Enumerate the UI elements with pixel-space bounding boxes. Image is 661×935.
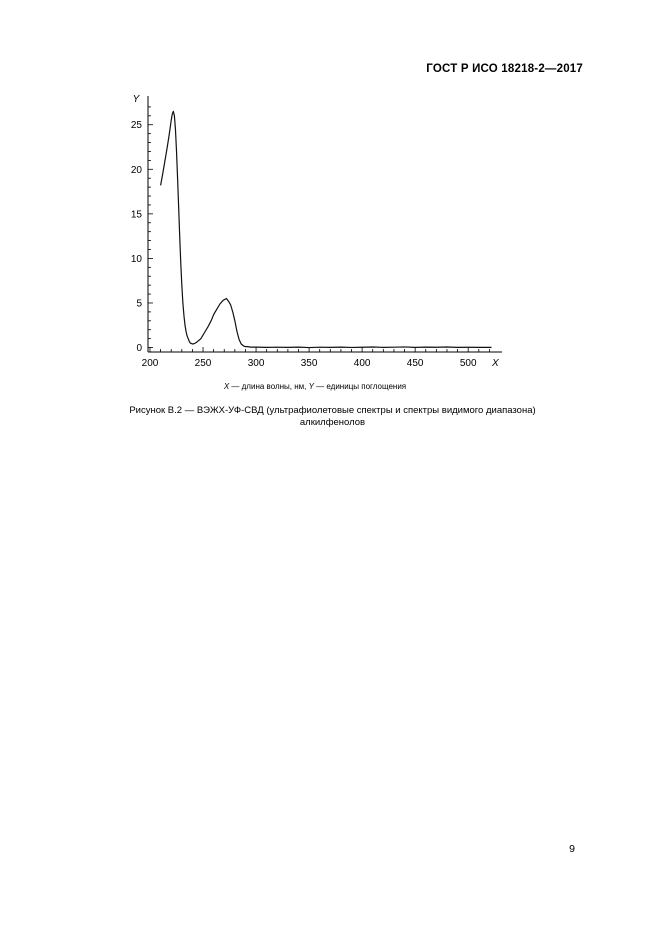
chart-svg xyxy=(120,88,510,393)
y-tick-label: 25 xyxy=(130,120,142,132)
y-tick-label: 20 xyxy=(130,164,142,176)
x-tick-label: 200 xyxy=(141,358,159,369)
series-line-0 xyxy=(161,111,492,347)
x-symbol: X xyxy=(223,382,230,391)
uv-spectrum-chart xyxy=(120,88,510,393)
x-tick-label: 350 xyxy=(300,358,318,369)
page-number: 9 xyxy=(569,843,575,855)
figure-caption-line-2: алкилфенолов xyxy=(299,417,366,428)
x-tick-label: 250 xyxy=(194,358,212,369)
x-tick-label: 400 xyxy=(353,358,371,369)
y-symbol: Y xyxy=(308,382,314,391)
x-caption-text: — длина волны, нм, xyxy=(229,382,309,391)
axis-caption xyxy=(200,382,430,391)
x-tick-label: 300 xyxy=(247,358,265,369)
y-tick-label: 5 xyxy=(136,298,142,310)
x-axis-label: X xyxy=(492,358,499,369)
figure-caption-line-1: Рисунок В.2 — ВЭЖХ-УФ-СВД (ультрафиолетовые спектры и спектры видимого диапазона) xyxy=(129,405,536,416)
y-caption-text: — единицы поглощения xyxy=(313,382,407,391)
x-tick-label: 450 xyxy=(406,358,424,369)
y-tick-label: 10 xyxy=(130,253,142,265)
x-tick-label: 500 xyxy=(459,358,477,369)
page-header: ГОСТ Р ИСО 18218-2—2017 xyxy=(426,63,583,75)
y-axis-label: Y xyxy=(132,94,140,105)
figure-caption xyxy=(60,405,605,429)
y-tick-label: 15 xyxy=(130,209,142,221)
y-tick-label: 0 xyxy=(136,343,142,355)
